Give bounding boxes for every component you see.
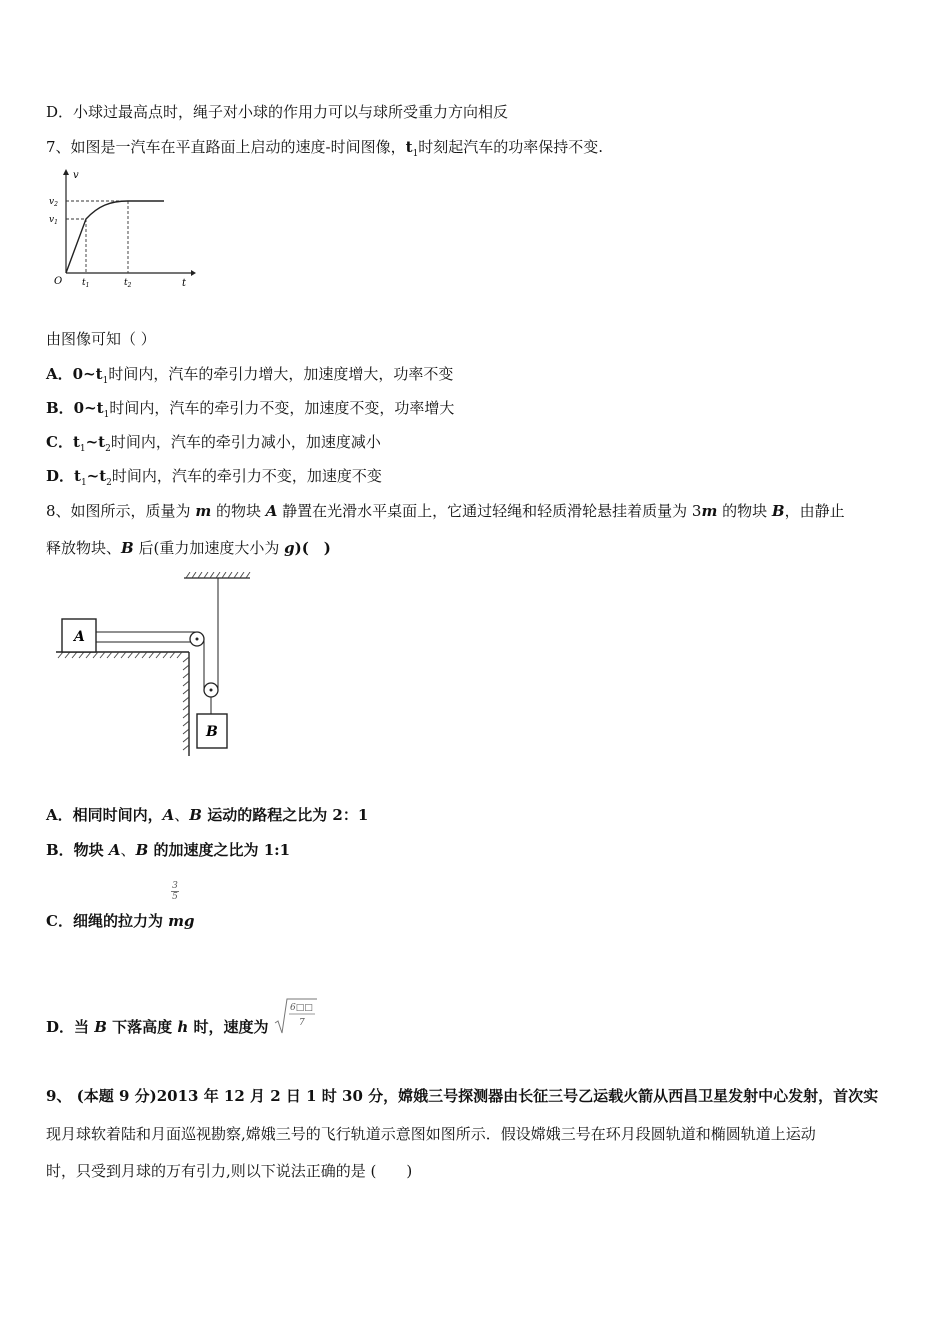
q8-s5: ，由静止 [784, 502, 845, 520]
q8-option-d-sqrt-den: 7 [299, 1018, 305, 1028]
q7-label-t2: $t_2$ [124, 278, 132, 289]
q7-option-a [46, 364, 453, 391]
q8-a: A [265, 502, 278, 520]
q8-option-a [46, 805, 368, 825]
q7-option-a-sub: 1 [102, 376, 109, 386]
q8-block-a-label: A [74, 629, 85, 645]
q7-stem-t: t [405, 138, 413, 156]
q6-option-d-text: D．小球过最高点时，绳子对小球的作用力可以与球所受重力方向相反 [46, 103, 509, 121]
q8-pulley-figure [52, 572, 262, 762]
q7-option-d-mid: ~t [86, 467, 107, 485]
q7-option-c-text: 时间内，汽车的牵引力减小，加速度减小 [110, 433, 381, 451]
q8-option-d-h: h [177, 1018, 189, 1036]
q7-option-b [46, 398, 454, 425]
q8-option-c-mg: mg [168, 912, 195, 930]
q9-line2 [46, 1124, 908, 1144]
q9-line1-text: 9、 (本题 9 分)2013 年 12 月 2 日 1 时 30 分，嫦娥三号探测器由长征三号乙运载火箭从西昌卫星发射中心发射，首次实 [46, 1087, 879, 1105]
q7-stem-post: 时刻起汽车的功率保持不变. [418, 138, 604, 156]
q8-option-c-pre: C．细绳的拉力为 [46, 912, 169, 930]
q7-prompt [46, 329, 156, 349]
q8-g: g [284, 539, 295, 557]
q8-option-d-mid: 下落高度 [106, 1018, 178, 1036]
q7-option-c [46, 432, 381, 459]
q7-label-v1: $v_1$ [49, 215, 58, 226]
q7-option-d-sub2: 2 [106, 478, 112, 488]
q8-option-c-fraction [171, 881, 179, 902]
q7-label-origin: O [54, 276, 63, 287]
q8-option-b-a: A [108, 841, 121, 859]
q8-option-d-sqrt-num: 6□□ [290, 1003, 313, 1013]
q8-option-d-sqrt [273, 997, 319, 1035]
q7-option-c-pre: C．t [46, 433, 80, 451]
q7-option-a-text: 时间内，汽车的牵引力增大，加速度增大，功率不变 [108, 365, 454, 383]
q7-stem-sub: 1 [412, 149, 419, 159]
q8-fixed-pulley-axle [196, 638, 199, 641]
q7-label-v2: $v_2$ [49, 197, 58, 208]
q9-line1 [46, 1086, 908, 1106]
q7-stem [46, 137, 603, 164]
q8-option-c-frac-num: 3 [172, 881, 178, 891]
q8-option-b-b: B [135, 841, 149, 859]
q9-line3 [46, 1161, 908, 1181]
q8-option-d-pre: D．当 [46, 1018, 95, 1036]
q7-velocity-curve [66, 201, 164, 273]
q7-option-d [46, 466, 382, 493]
q8-option-b [46, 840, 290, 860]
q8-option-a-a: A [162, 806, 175, 824]
q7-label-v-axis: v [73, 170, 79, 181]
q9-line3-text: 时，只受到月球的万有引力,则以下说法正确的是 ( ) [46, 1162, 413, 1180]
q7-stem-pre: 7、如图是一汽车在平直路面上启动的速度-时间图像， [46, 138, 406, 156]
q8-option-a-sep: 、 [174, 806, 190, 824]
q7-option-d-pre: D．t [46, 467, 81, 485]
q7-prompt-text: 由图像可知（ ） [46, 330, 156, 348]
q8-s1: 8、如图所示，质量为 [46, 502, 196, 520]
q8-option-c [46, 911, 195, 931]
q7-option-d-text: 时间内，汽车的牵引力不变，加速度不变 [111, 467, 382, 485]
q7-option-b-text: 时间内，汽车的牵引力不变，加速度不变，功率增大 [109, 399, 455, 417]
q8-option-b-pre: B．物块 [46, 841, 109, 859]
q7-axis-v-arrow [63, 169, 69, 175]
q8-option-d-post: 时，速度为 [188, 1018, 269, 1036]
q8-table-hatch [58, 652, 182, 658]
q8-option-c-frac-den: 5 [172, 892, 178, 902]
q7-vt-graph [46, 168, 196, 292]
q8-option-b-post: 的加速度之比为 1:1 [148, 841, 291, 859]
q8-s3: 静置在光滑水平桌面上，它通过轻绳和轻质滑轮悬挂着质量为 3 [277, 502, 702, 520]
q8-l2b: 后(重力加速度大小为 [133, 539, 285, 557]
q7-label-t1: $t_1$ [82, 278, 90, 289]
q7-option-c-sub2: 2 [105, 444, 111, 454]
q8-s4: 的物块 [717, 502, 772, 520]
q8-ceiling-hatch [186, 572, 250, 578]
q8-l2a: 释放物块、 [46, 539, 122, 557]
q8-stem-line2 [46, 538, 331, 558]
q8-s2: 的物块 [211, 502, 266, 520]
q8-movable-pulley-axle [210, 689, 213, 692]
q7-option-b-pre: B．0~t [46, 399, 104, 417]
q8-l2b-var: B [121, 539, 134, 557]
q6-option-d [46, 102, 508, 122]
q8-m: m [195, 502, 212, 520]
q8-table-side-hatch [183, 657, 189, 750]
q7-option-b-sub: 1 [103, 410, 110, 420]
q8-option-a-b: B [189, 806, 202, 824]
q7-label-t-axis: t [182, 278, 187, 289]
q8-option-a-pre: A．相同时间内， [46, 806, 163, 824]
q8-l2c: )( ) [294, 539, 331, 557]
q7-option-c-mid: ~t [85, 433, 106, 451]
q8-block-b-label: B [206, 724, 218, 740]
q9-line2-text: 现月球软着陆和月面巡视勘察,嫦娥三号的飞行轨道示意图如图所示．假设嫦娥三号在环月段圆轨道和椭圆轨道上运动 [46, 1125, 816, 1143]
q8-b: B [771, 502, 785, 520]
q7-option-a-pre: A．0~t [46, 365, 103, 383]
q8-option-d-b: B [94, 1018, 107, 1036]
q8-option-d [46, 1017, 269, 1037]
q8-option-a-post: 运动的路程之比为 2：1 [201, 806, 369, 824]
q8-stem-line1 [46, 501, 908, 521]
q7-axis-t-arrow [191, 270, 196, 276]
q7-option-d-sub1: 1 [80, 478, 87, 488]
q8-option-b-sep: 、 [120, 841, 136, 859]
q8-m2: m [701, 502, 718, 520]
q7-option-c-sub1: 1 [79, 444, 86, 454]
